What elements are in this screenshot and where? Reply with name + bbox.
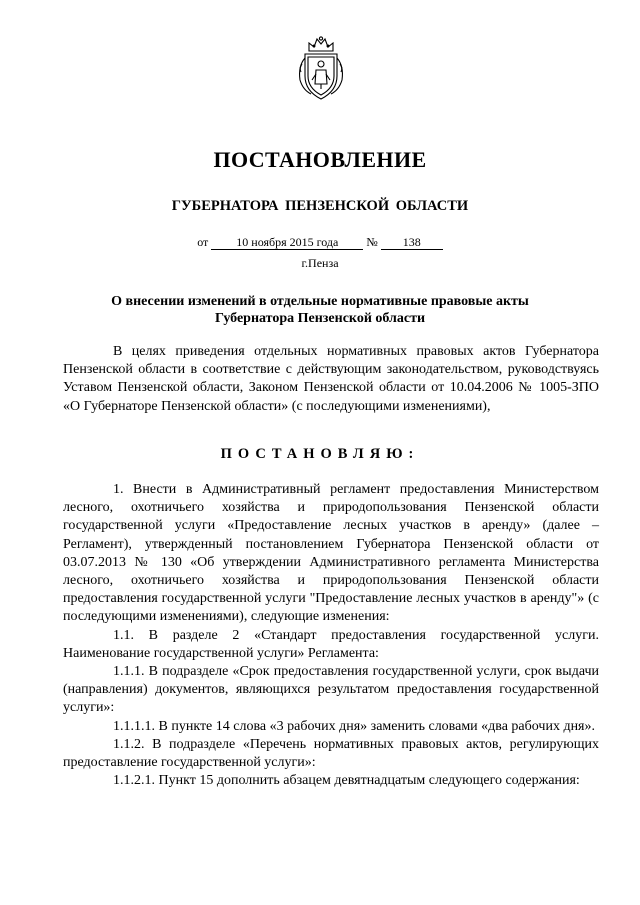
document-title: ПОСТАНОВЛЕНИЕ xyxy=(213,147,427,172)
document-heading xyxy=(70,293,570,327)
coat-of-arms-icon xyxy=(295,36,347,102)
paragraph-1-1-2: 1.1.2. В подразделе «Перечень нормативных правовых актов, регулирующих предоставление государственной услуги»: xyxy=(63,736,599,771)
date-prefix: от xyxy=(197,235,209,249)
heading-line-1: О внесении изменений в отдельные нормативные правовые акты xyxy=(111,294,529,309)
number-prefix: № xyxy=(366,235,378,249)
intro-section xyxy=(63,343,599,416)
paragraph-1-1-1-1: 1.1.1.1. В пункте 14 слова «3 рабочих дня» заменить словами «два рабочих дня». xyxy=(113,718,595,734)
date-value: 10 ноября 2015 года xyxy=(211,235,363,250)
paragraph-1-1: 1.1. В разделе 2 «Стандарт предоставления государственной услуги. Наименование государственной услуги» Регламента: xyxy=(63,627,599,661)
heading-line-2: Губернатора Пензенской области xyxy=(214,311,426,326)
decree-word: ПОСТАНОВЛЯЮ: xyxy=(220,446,420,462)
body-section xyxy=(63,481,599,790)
intro-paragraph: В целях приведения отдельных нормативных правовых актов Губернатора Пензенской области в соответствие с действующим законодательством, руководствуясь Уставом Пензенской области, Законом Пензенской области от 10.04.2006 № 1005-ЗПО «О Губернаторе Пензенской области» (с последующими изменениями), xyxy=(63,344,599,414)
paragraph-1-1-2-1: 1.1.2.1. Пункт 15 дополнить абзацем девятнадцатым следующего содержания: xyxy=(113,773,580,789)
city: г.Пенза xyxy=(301,256,339,270)
number-value: 138 xyxy=(381,235,443,250)
document-subtitle: ГУБЕРНАТОРА ПЕНЗЕНСКОЙ ОБЛАСТИ xyxy=(171,198,469,214)
paragraph-1: 1. Внести в Административный регламент предоставления Министерством лесного, охотничьего хозяйства и природопользования Пензенской области государственной услуги «Предоставление лесных участков в аренду» (далее – Регламент), утвержденный постановлением Губернатора Пензенской области от 03.07.2013 № 130 «Об утверждении Административного регламента Министерства лесного, охотничьего хозяйства и природопользования Пензенской области предоставления государственной услуги "Предоставление лесных участков в аренду"» (с последующими изменениями), следующие изменения: xyxy=(63,482,599,625)
paragraph-1-1-1: 1.1.1. В подразделе «Срок предоставления государственной услуги, срок выдачи (направления) документов, являющихся результатом предоставления государственной услуги»: xyxy=(63,664,599,716)
date-line xyxy=(0,235,640,250)
